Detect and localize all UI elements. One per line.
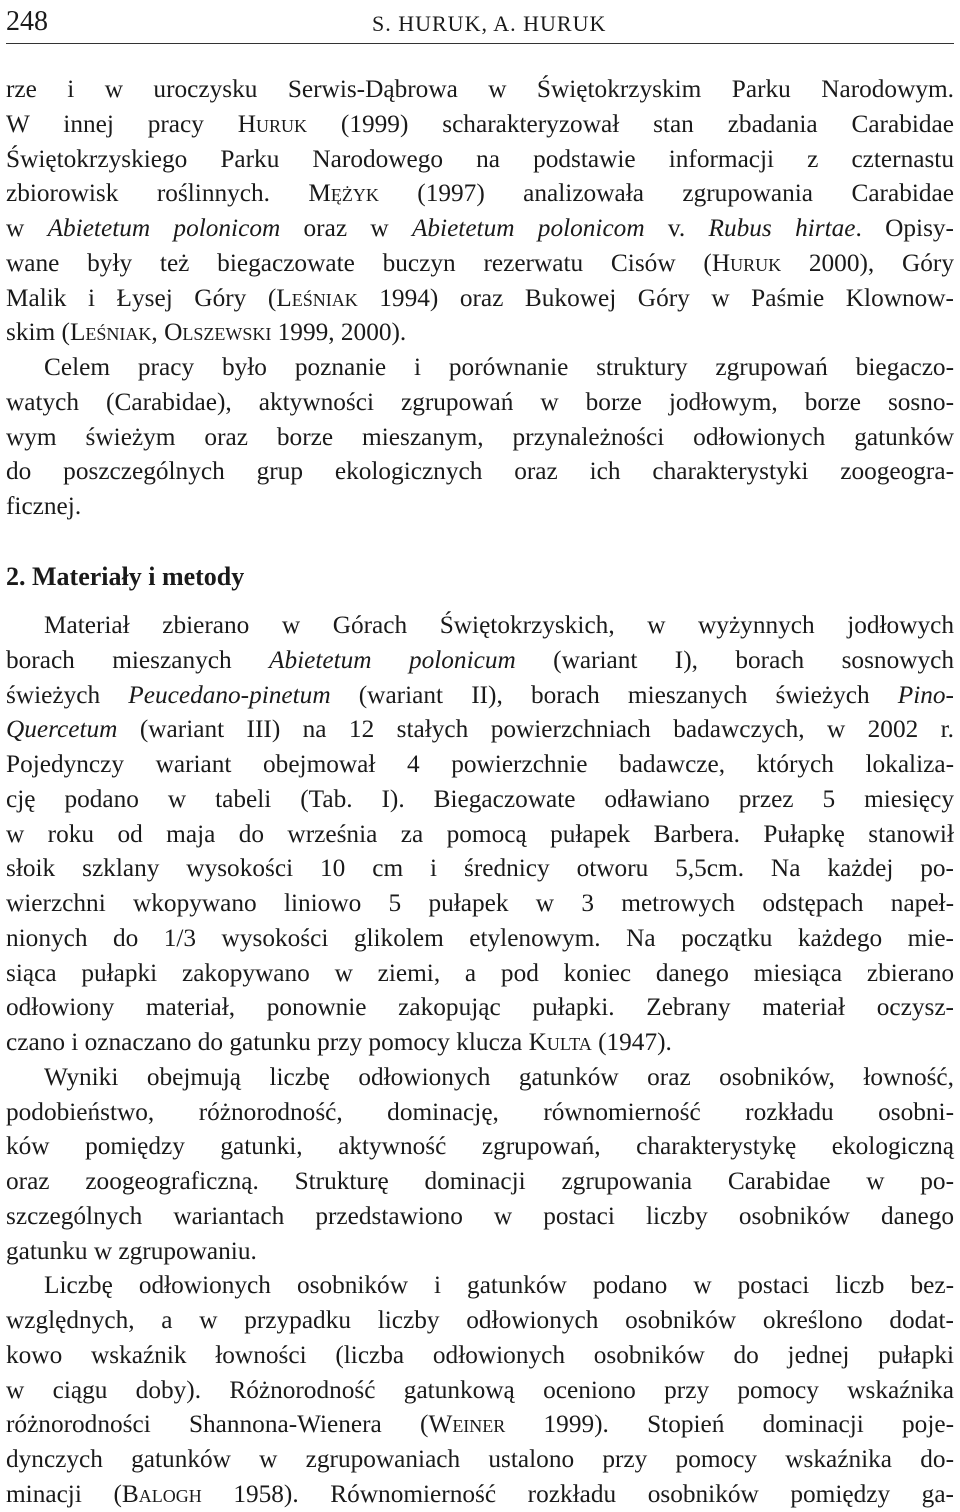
intro-text [6, 72, 954, 524]
text-line: dynczych gatunków w zgrupowaniach ustalono przy pomocy wskaźnika do- [6, 1445, 954, 1473]
taxon-name: Pino- [897, 680, 954, 709]
text-line: nionych do 1/3 wysokości glikolem etylenowym. Na początku każdego mie- [6, 923, 954, 952]
text-line: oraz zoogeograficzną. Strukturę dominacji zgrupowania Carabidae w po- [6, 1167, 954, 1195]
paragraph-results [6, 1060, 954, 1269]
paragraph-aim [6, 350, 954, 524]
taxon-name: Abietetum polonicum [269, 645, 516, 674]
text-line: rze i w uroczysku Serwis-Dąbrowa w Świętokrzyskim Parku Narodowym. [6, 75, 954, 103]
text-line: borach mieszanych Abietetum polonicum (wariant I), borach sosnowych [6, 645, 955, 674]
author-name: Leśniak [69, 318, 152, 347]
text-line: podobieństwo, różnorodność, dominację, równomierność rozkładu osobni- [6, 1097, 954, 1126]
text-line: wym świeżym oraz borze mieszanym, przynależności odłowionych gatunków [6, 422, 954, 451]
text-line: Quercetum (wariant III) na 12 stałych powierzchniach badawczych, w 2002 r. [6, 715, 954, 744]
taxon-name: Abietetum polonicom [47, 214, 281, 242]
text-line: cję podano w tabeli (Tab. I). Biegaczowate odławiano przez 5 miesięcy [6, 784, 954, 813]
text-line: Liczbę odłowionych osobników i gatunków podano w postaci liczb bez- [44, 1271, 954, 1300]
text-line: ficznej. [6, 492, 82, 520]
text-line: słoik szklany wysokości 10 cm i średnicy otworu 5,5cm. Na każdej po- [6, 854, 954, 883]
text-line: odłowiony materiał, ponownie zakopując pułapki. Zebrany materiał oczysz- [6, 993, 954, 1022]
text-line: siąca pułapki zakopywano w ziemi, a pod koniec danego miesiąca zbierano [6, 958, 954, 987]
text-line: Pojedynczy wariant obejmował 4 powierzchnie badawcze, których lokaliza- [6, 750, 954, 778]
section-heading: 2. Materiały i metody [6, 562, 245, 591]
author-name: Mężyk [308, 179, 379, 208]
page-header [6, 6, 954, 38]
text-line: watych (Carabidae), aktywności zgrupowań w borze jodłowym, borze sosno- [6, 387, 954, 416]
text-line: W innej pracy Huruk (1999) scharakteryzował stan zbadania Carabidae [6, 109, 954, 138]
taxon-name: Quercetum [6, 715, 118, 744]
text-line: Wyniki obejmują liczbę odłowionych gatunków oraz osobników, łowność, [44, 1062, 954, 1091]
text-line: szczególnych wariantach przedstawiono w postaci liczby osobników danego [6, 1201, 954, 1230]
text-line: w Abietetum polonicom oraz w Abietetum polonicom v. Rubus hirtae. Opisy- [6, 214, 954, 242]
running-head: S. HURUK, A. HURUK [372, 11, 607, 36]
author-name: Balogh [121, 1479, 202, 1508]
taxon-name: Abietetum polonicom [411, 214, 645, 242]
text-line: Malik i Łysej Góry (Leśniak 1994) oraz Bukowej Góry w Paśmie Klownow- [6, 283, 954, 312]
text-line: skim (Leśniak, Olszewski 1999, 2000). [6, 318, 407, 347]
author-name: Huruk [711, 248, 782, 277]
header-rule [6, 43, 954, 44]
text-line: ków pomiędzy gatunki, aktywność zgrupowań, charakterystykę ekologiczną [6, 1132, 954, 1161]
text-line: kowo wskaźnik łowności (liczba odłowionych osobników do jednej pułapki [6, 1340, 954, 1369]
text-line: względnych, a w przypadku liczby odłowionych osobników określono dodat- [6, 1306, 954, 1334]
text-line: świeżych Peucedano-pinetum (wariant II), borach mieszanych świeżych Pino- [6, 680, 954, 709]
text-line: wierzchni wkopywano liniowo 5 pułapek w 3 metrowych odstępach napeł- [6, 889, 954, 917]
paragraph-material [6, 608, 954, 1060]
text-line: Celem pracy było poznanie i porównanie struktury zgrupowań biegaczo- [44, 353, 954, 381]
author-name: Huruk [237, 109, 308, 138]
text-line: gatunku w zgrupowaniu. [6, 1236, 257, 1265]
methods-text [6, 608, 954, 1512]
text-line: zbiorowisk roślinnych. Mężyk (1997) analizowała zgrupowania Carabidae [6, 179, 954, 208]
text-line: w roku od maja do września za pomocą pułapek Barbera. Pułapkę stanowił [6, 819, 954, 848]
page-number: 248 [6, 6, 48, 37]
author-name: Weiner [428, 1410, 506, 1439]
text-line: minacji (Balogh 1958). Równomierność rozkładu osobników pomiędzy ga- [6, 1479, 954, 1508]
text-line: różnorodności Shannona-Wienera (Weiner 1999). Stopień dominacji poje- [6, 1410, 954, 1439]
taxon-name: Peucedano-pinetum [128, 680, 331, 709]
text-line: do poszczególnych grup ekologicznych oraz ich charakterystyki zoogeogra- [6, 457, 954, 486]
text-line: wane były też biegaczowate buczyn rezerwatu Cisów (Huruk 2000), Góry [6, 248, 954, 277]
author-name: Kulta [528, 1028, 592, 1056]
taxon-name: Rubus hirtae [708, 214, 856, 242]
author-name: Leśniak [276, 283, 358, 312]
paragraph-indices [6, 1268, 954, 1511]
paragraph-continued [6, 72, 954, 350]
text-line: czano i oznaczano do gatunku przy pomocy klucza Kulta (1947). [6, 1028, 672, 1056]
text-line: w ciągu doby). Różnorodność gatunkową oceniono przy pomocy wskaźnika [6, 1375, 954, 1404]
author-name: Olszewski [164, 318, 272, 347]
text-line: Świętokrzyskiego Parku Narodowego na podstawie informacji z czternastu [6, 144, 954, 173]
text-line: Materiał zbierano w Górach Świętokrzyskich, w wyżynnych jodłowych [44, 611, 954, 639]
